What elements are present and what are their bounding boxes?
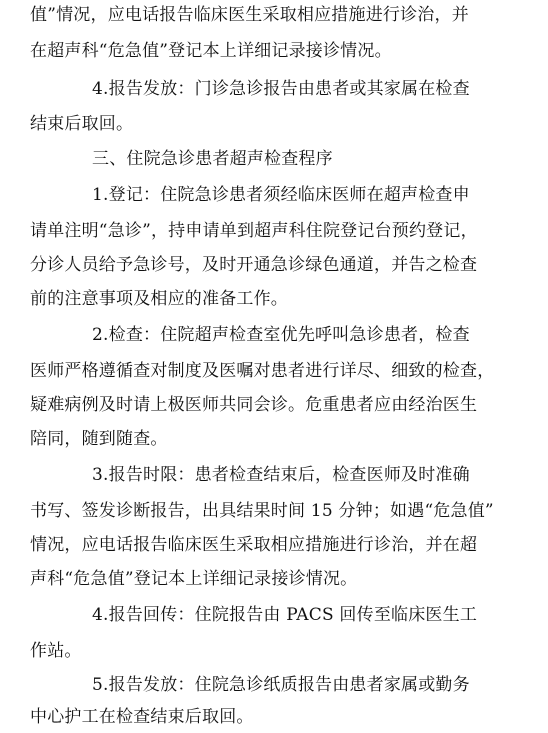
text-line: 疑难病例及时请上极医师共同会诊。危重患者应由经治医生 bbox=[30, 395, 478, 415]
section-heading: 三、住院急诊患者超声检查程序 bbox=[92, 149, 333, 169]
text-line: 分诊人员给予急诊号，及时开通急诊绿色通道，并告之检查 bbox=[30, 255, 478, 275]
text-line: 书写、签发诊断报告，出具结果时间 15 分钟；如遇“危急值” bbox=[30, 501, 494, 521]
text-line: 4.报告回传：住院报告由 PACS 回传至临床医生工 bbox=[92, 605, 478, 625]
text-line: 1.登记：住院急诊患者须经临床医师在超声检查申 bbox=[92, 185, 470, 205]
text-line: 陪同，随到随查。 bbox=[30, 429, 168, 449]
text-line: 情况，应电话报告临床医生采取相应措施进行诊治，并在超 bbox=[30, 535, 478, 555]
text-line: 结束后取回。 bbox=[30, 114, 134, 134]
text-line: 医师严格遵循查对制度及医嘱对患者进行详尽、细致的检查， bbox=[30, 361, 495, 381]
text-line: 请单注明“急诊”，持申请单到超声科住院登记台预约登记， bbox=[30, 221, 478, 241]
text-line: 声科“危急值”登记本上详细记录接诊情况。 bbox=[30, 569, 358, 589]
text-line: 在超声科“危急值”登记本上详细记录接诊情况。 bbox=[30, 41, 392, 61]
text-line: 作站。 bbox=[30, 641, 82, 661]
text-line: 前的注意事项及相应的准备工作。 bbox=[30, 289, 288, 309]
text-line: 3.报告时限：患者检查结束后，检查医师及时准确 bbox=[92, 465, 470, 485]
text-line: 2.检查：住院超声检查室优先呼叫急诊患者，检查 bbox=[92, 325, 470, 345]
text-line: 中心护工在检查结束后取回。 bbox=[30, 707, 254, 727]
text-line: 4.报告发放：门诊急诊报告由患者或其家属在检查 bbox=[92, 79, 470, 99]
text-line: 5.报告发放：住院急诊纸质报告由患者家属或勤务 bbox=[92, 675, 470, 695]
text-line: 值”情况，应电话报告临床医生采取相应措施进行诊治，并 bbox=[30, 5, 469, 25]
